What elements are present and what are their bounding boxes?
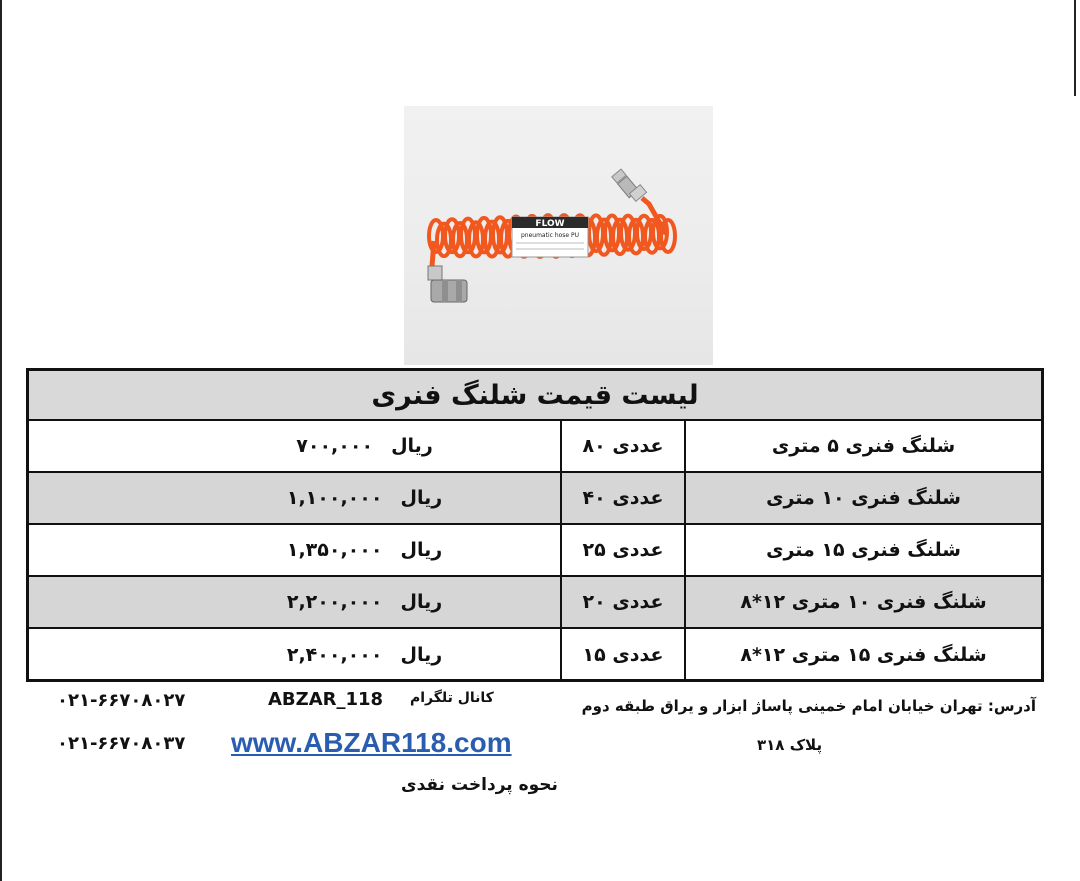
address-line-1: آدرس: تهران خیابان امام خمینی پاساژ ابزار و یراق طبقه دوم bbox=[581, 697, 1036, 715]
table-row bbox=[29, 525, 1041, 577]
table-row bbox=[29, 421, 1041, 473]
product-photo bbox=[404, 106, 713, 365]
product-name: شلنگ فنری ۱۰ متری bbox=[684, 473, 1041, 523]
table-row bbox=[29, 473, 1041, 525]
product-name: شلنگ فنری ۱۵ متری bbox=[684, 525, 1041, 575]
hose-label-sub: pneumatic hose PU bbox=[520, 232, 580, 239]
price-value: ۱,۳۵۰,۰۰۰ bbox=[286, 539, 383, 561]
product-quantity: عددی ۲۵ bbox=[560, 525, 684, 575]
price-unit: ریال bbox=[400, 487, 443, 509]
telegram-handle[interactable]: ABZAR_118 bbox=[268, 689, 384, 710]
payment-method: نحوه پرداخت نقدی bbox=[401, 775, 558, 795]
hose-label bbox=[512, 217, 588, 257]
product-price-cell bbox=[29, 629, 560, 681]
price-unit: ریال bbox=[400, 644, 443, 666]
product-price-cell bbox=[29, 577, 560, 627]
price-unit: ریال bbox=[400, 539, 443, 561]
telegram-label: کانال تلگرام bbox=[410, 690, 494, 706]
left-border-line bbox=[0, 0, 2, 881]
website-link[interactable]: www.ABZAR118.com bbox=[231, 727, 512, 758]
table-row bbox=[29, 629, 1041, 681]
product-price-cell bbox=[29, 473, 560, 523]
product-price-cell bbox=[29, 421, 560, 471]
product-quantity: عددی ۲۰ bbox=[560, 577, 684, 627]
price-value: ۱,۱۰۰,۰۰۰ bbox=[286, 487, 383, 509]
product-quantity: عددی ۱۵ bbox=[560, 629, 684, 681]
price-unit: ریال bbox=[400, 591, 443, 613]
product-quantity: عددی ۴۰ bbox=[560, 473, 684, 523]
product-name: شلنگ فنری ۵ متری bbox=[684, 421, 1041, 471]
address-line-2: پلاک ۳۱۸ bbox=[757, 736, 823, 754]
product-name: شلنگ فنری ۱۰ متری ۱۲*۸ bbox=[684, 577, 1041, 627]
price-value: ۲,۴۰۰,۰۰۰ bbox=[286, 644, 383, 666]
price-table bbox=[26, 368, 1044, 682]
product-price-cell bbox=[29, 525, 560, 575]
table-title: لیست قیمت شلنگ فنری bbox=[29, 371, 1041, 421]
price-value: ۷۰۰,۰۰۰ bbox=[296, 435, 374, 457]
price-value: ۲,۲۰۰,۰۰۰ bbox=[286, 591, 383, 613]
product-quantity: عددی ۸۰ bbox=[560, 421, 684, 471]
product-name: شلنگ فنری ۱۵ متری ۱۲*۸ bbox=[684, 629, 1041, 681]
phone-number-2[interactable]: ۰۲۱-۶۶۷۰۸۰۳۷ bbox=[57, 733, 186, 754]
price-unit: ریال bbox=[391, 435, 433, 457]
hose-label-brand: FLOW bbox=[535, 219, 565, 229]
right-border-line bbox=[1074, 0, 1076, 96]
table-row bbox=[29, 577, 1041, 629]
phone-number-1[interactable]: ۰۲۱-۶۶۷۰۸۰۲۷ bbox=[57, 690, 186, 711]
